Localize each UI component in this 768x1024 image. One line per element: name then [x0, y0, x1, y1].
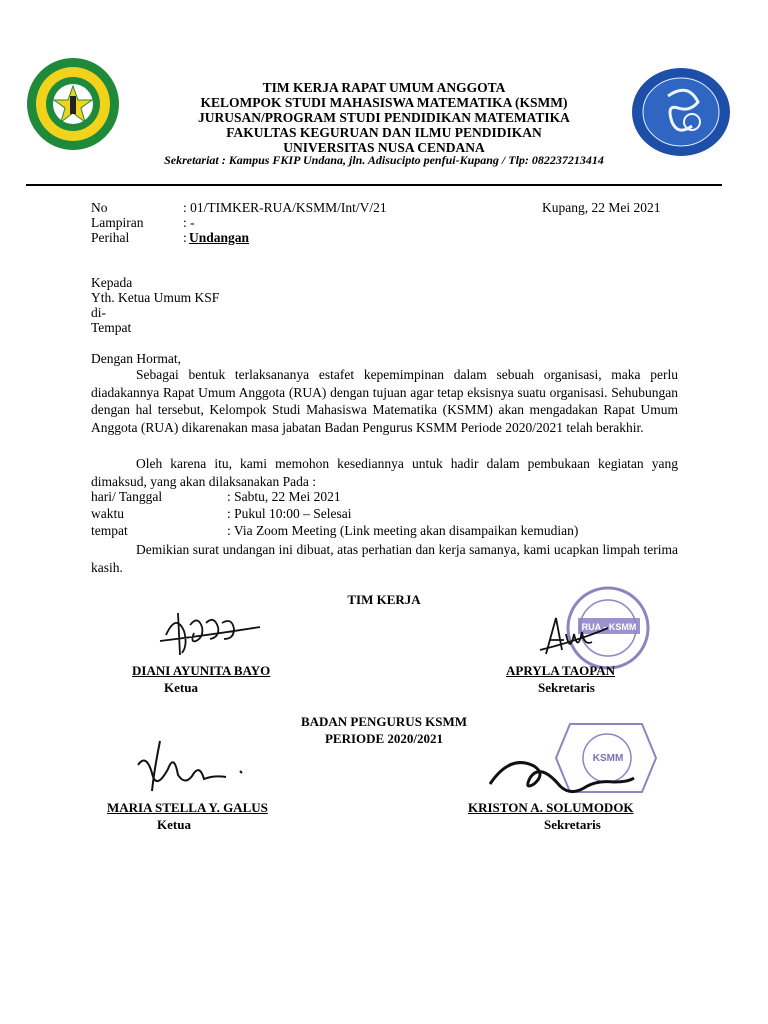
schedule-label-date: hari/ Tanggal — [91, 489, 163, 504]
header-divider — [26, 184, 722, 186]
signer-left-2-role: Ketua — [157, 817, 191, 832]
no-value: : 01/TIMKER-RUA/KSMM/Int/V/21 — [183, 200, 387, 215]
signer-right-1-name: APRYLA TAOPAN — [506, 663, 615, 678]
schedule-label-time: waktu — [91, 506, 124, 521]
letterhead-line-4: FAKULTAS KEGURUAN DAN ILMU PENDIDIKAN — [226, 125, 542, 140]
signature-right-2 — [486, 748, 656, 798]
perihal-colon: : — [183, 230, 187, 245]
letter-date: Kupang, 22 Mei 2021 — [542, 200, 661, 215]
signer-left-1-name: DIANI AYUNITA BAYO — [132, 663, 271, 678]
no-label: No — [91, 200, 108, 215]
periode-title: PERIODE 2020/2021 — [324, 731, 444, 746]
undana-logo — [20, 56, 126, 152]
schedule-value-date: : Sabtu, 22 Mei 2021 — [227, 489, 341, 504]
tim-kerja-title: TIM KERJA — [347, 592, 421, 607]
lampiran-value: : - — [183, 215, 195, 230]
letterhead-line-3: JURUSAN/PROGRAM STUDI PENDIDIKAN MATEMATIKA — [198, 110, 570, 125]
schedule-value-time: : Pukul 10:00 – Selesai — [227, 506, 352, 521]
body-paragraph-1 — [91, 366, 678, 436]
badan-pengurus-title: BADAN PENGURUS KSMM — [300, 714, 468, 729]
secretariat-address: Sekretariat : Kampus FKIP Undana, jln. Adisucipto penfui-Kupang / Tlp: 082237213414 — [164, 153, 604, 167]
signer-right-2-role: Sekretaris — [544, 817, 601, 832]
recipient-line-4: Tempat — [91, 320, 132, 335]
recipient-line-3: di- — [91, 305, 106, 320]
lampiran-label: Lampiran — [91, 215, 144, 230]
body-paragraph-2 — [91, 455, 678, 490]
body-paragraph-1-text: Sebagai bentuk terlaksananya estafet kepemimpinan dalam sebuah organisasi, maka perlu diadakannya Rapat Umum Anggota (RUA) dengan tujuan agar tetap eksisnya suatu organisasi. Sehubungan dengan hal tersebut, Kelompok Studi Mahasiswa Matematika (KSMM) akan mengadakan Rapat Umum Anggota (RUA) dikarenakan masa jabatan Badan Pengurus KSMM Periode 2020/2021 telah berakhir. — [91, 367, 678, 435]
body-paragraph-3 — [91, 541, 678, 576]
letterhead-line-5: UNIVERSITAS NUSA CENDANA — [283, 140, 485, 155]
signer-right-1-role: Sekretaris — [538, 680, 595, 695]
body-paragraph-3-text: Demikian surat undangan ini dibuat, atas perhatian dan kerja samanya, kami ucapkan limpah terima kasih. — [91, 542, 678, 575]
recipient-line-1: Kepada — [91, 275, 133, 290]
signer-left-1-role: Ketua — [164, 680, 198, 695]
signature-right-1 — [540, 612, 610, 662]
signer-left-2-name: MARIA STELLA Y. GALUS — [107, 800, 268, 815]
greeting: Dengan Hormat, — [91, 351, 181, 366]
stamp-tim-kerja-text: RUA - KSMM — [581, 622, 637, 632]
perihal-value: Undangan — [189, 230, 250, 245]
recipient-line-2: Yth. Ketua Umum KSF — [91, 290, 220, 305]
schedule-value-place: : Via Zoom Meeting (Link meeting akan disampaikan kemudian) — [227, 523, 579, 538]
body-paragraph-2-text: Oleh karena itu, kami memohon kesediannya untuk hadir dalam pembukaan kegiatan yang dimaksud, yang akan dilaksanakan Pada : — [91, 456, 678, 489]
ksmm-logo — [628, 66, 734, 162]
letterhead-title — [130, 80, 638, 155]
signature-left-1 — [160, 605, 270, 660]
signer-right-2-name: KRISTON A. SOLUMODOK — [468, 800, 634, 815]
signature-left-2 — [130, 735, 280, 797]
stamp-ksmm-text: KSMM — [592, 753, 624, 764]
letterhead-line-1: TIM KERJA RAPAT UMUM ANGGOTA — [262, 80, 506, 95]
letterhead-line-2: KELOMPOK STUDI MAHASISWA MATEMATIKA (KSMM) — [200, 95, 568, 110]
perihal-label: Perihal — [91, 230, 130, 245]
schedule-label-place: tempat — [91, 523, 128, 538]
